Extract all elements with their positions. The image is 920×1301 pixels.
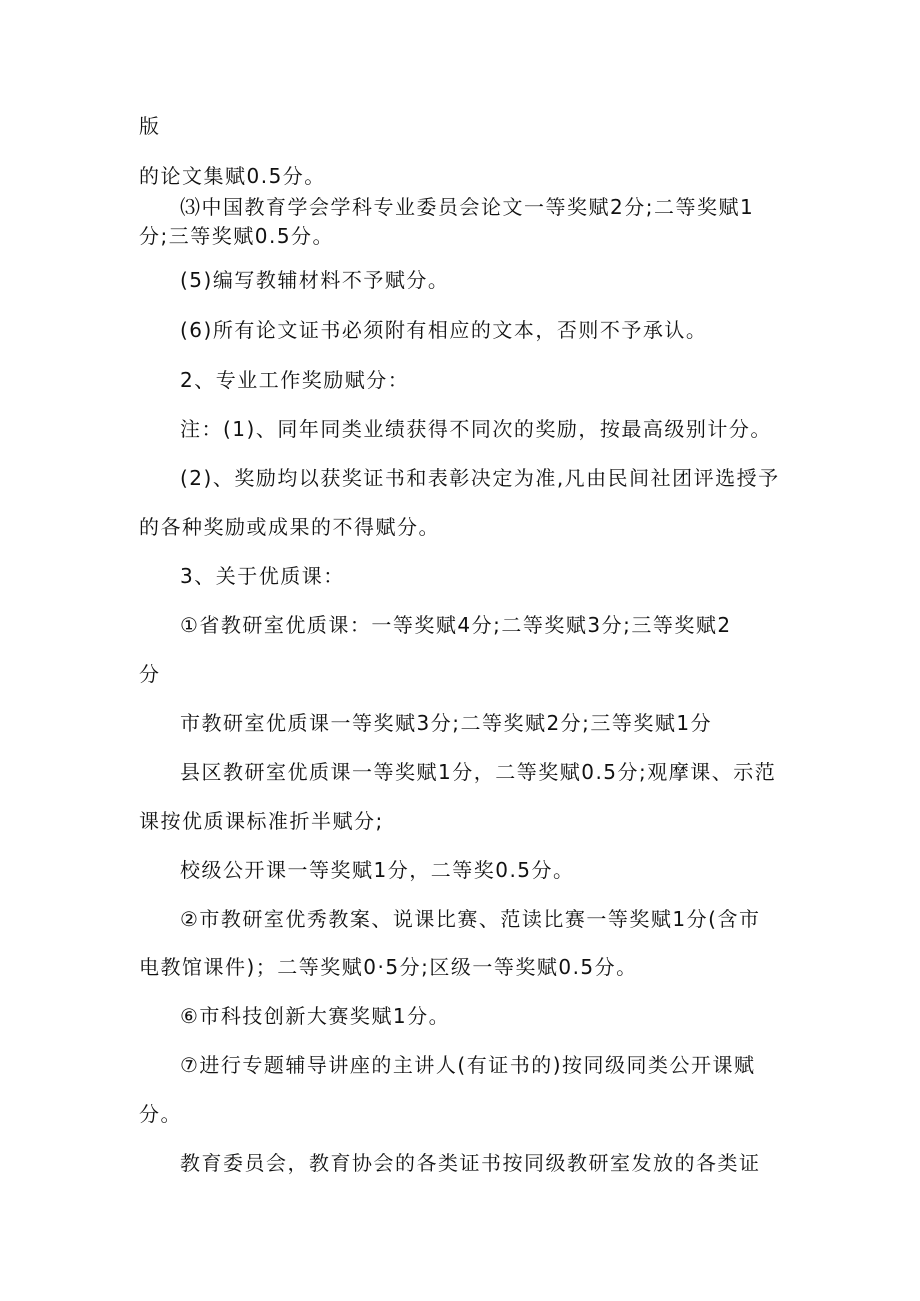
text-line: 课按优质课标准折半赋分; [139, 809, 384, 833]
text-line: 校级公开课一等奖赋1分，二等奖0.5分。 [180, 858, 575, 882]
section-heading: 3、关于优质课： [180, 564, 345, 588]
section-heading: 2、专业工作奖励赋分： [180, 368, 410, 392]
text-line: ①省教研室优质课：一等奖赋4分;二等奖赋3分;三等奖赋2 [180, 613, 732, 637]
text-line: ⑶中国教育学会学科专业委员会论文一等奖赋2分;二等奖赋1 [180, 195, 755, 219]
text-line: 电教馆课件)；二等奖赋0·5分;区级一等奖赋0.5分。 [139, 955, 638, 979]
text-line: 分。 [139, 1102, 182, 1126]
text-line: 的论文集赋0.5分。 [139, 164, 326, 188]
text-line: 的各种奖励或成果的不得赋分。 [139, 515, 440, 539]
text-line: 市教研室优质课一等奖赋3分;二等奖赋2分;三等奖赋1分 [180, 711, 713, 735]
text-line: 分;三等奖赋0.5分。 [139, 224, 335, 248]
text-line: 注：(1)、同年同类业绩获得不同次的奖励，按最高级别计分。 [180, 417, 772, 441]
text-line: 分 [139, 662, 161, 686]
text-line: 县区教研室优质课一等奖赋1分，二等奖赋0.5分;观摩课、示范 [180, 760, 777, 784]
text-line: (5)编写教辅材料不予赋分。 [180, 268, 450, 292]
text-line: ⑥市科技创新大赛奖赋1分。 [180, 1004, 451, 1028]
text-line: (6)所有论文证书必须附有相应的文本，否则不予承认。 [180, 318, 708, 342]
text-line: ②市教研室优秀教案、说课比赛、范读比赛一等奖赋1分(含市 [180, 907, 761, 931]
text-line: 教育委员会，教育协会的各类证书按同级教研室发放的各类证 [180, 1151, 761, 1175]
text-line: ⑦进行专题辅导讲座的主讲人(有证书的)按同级同类公开课赋 [180, 1053, 756, 1077]
text-line: 版 [139, 114, 161, 138]
text-line: (2)、奖励均以获奖证书和表彰决定为准,凡由民间社团评选授予 [180, 466, 780, 490]
